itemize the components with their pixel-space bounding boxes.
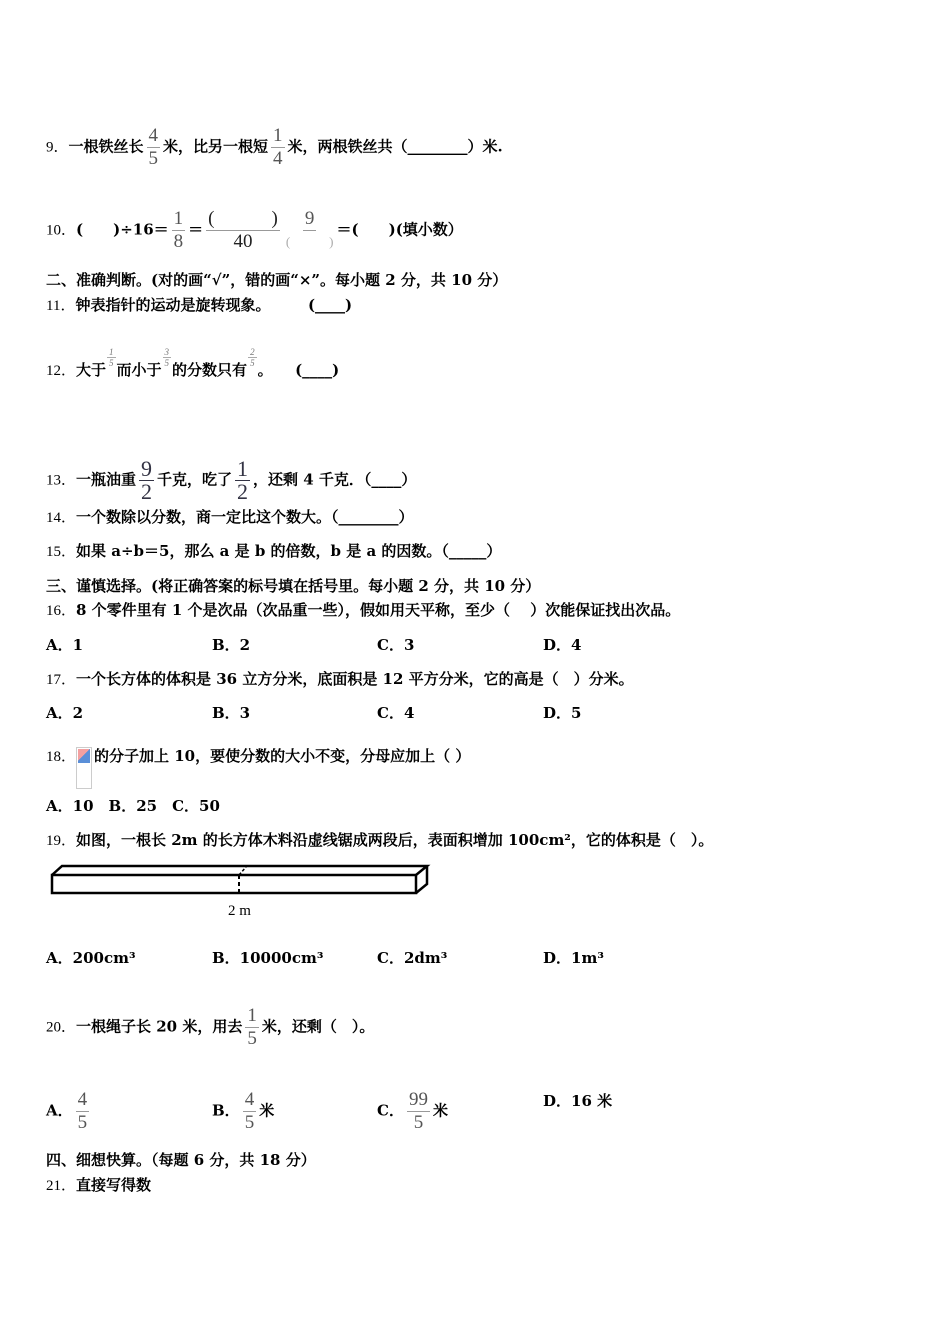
question-16: 16．8 个零件里有 1 个是次品（次品重一些），假如用天平称，至少（ ）次能保证找出次品。 [46, 601, 681, 619]
question-17: 17．一个长方体的体积是 36 立方分米，底面积是 12 平方分米，它的高是（ ）分米。 [46, 670, 634, 688]
option-d: D．1m³ [543, 949, 604, 967]
option-d: D．4 [543, 636, 582, 654]
fraction: $\frac{1}{2}$ [237, 456, 249, 504]
option-c: C． $\frac{99}{5}$ 米 [377, 1089, 448, 1133]
question-9: 9．一根铁丝长 $\frac{4}{5}$ 米，比另一根短 $\frac{1}{4}$ 米，两根铁丝共（________）米. [46, 125, 503, 169]
option-d: D．16 米 [543, 1092, 613, 1110]
fraction: $\frac{2}{5}$ [250, 346, 255, 368]
question-13: 13．一瓶油重 $\frac{9}{2}$ 千克，吃了 $\frac{1}{2}$ ，还剩 4 千克．（____） [46, 456, 417, 504]
figure-label: 2 m [228, 903, 251, 919]
question-18: 18． 的分子加上 10，要使分数的大小不变，分母应加上（ ） [46, 744, 470, 768]
wood-beam-figure [48, 862, 432, 898]
options-row: A．10 B．25 C．50 [46, 797, 220, 815]
broken-image-icon [76, 747, 92, 789]
option-a: A．200cm³ [46, 949, 136, 967]
question-20: 20．一根绳子长 20 米，用去 $\frac{1}{5}$ 米，还剩（ ）。 [46, 1005, 375, 1049]
fraction: $\frac{9}{2}$ [141, 456, 153, 504]
fraction: $\frac{99}{5}$ [408, 1089, 428, 1133]
option-a: A．2 [46, 704, 84, 722]
option-d: D．5 [543, 704, 582, 722]
option-b: B．10000cm³ [212, 949, 324, 967]
section-4-heading: 四、细想快算。（每题 6 分，共 18 分） [46, 1151, 316, 1169]
question-10: 10．( )÷16＝ $\frac{1}{8}$ ＝ ( ) 40 9 ( ) ＝( )(填小数） [46, 208, 463, 252]
option-a: A． $\frac{4}{5}$ [46, 1089, 88, 1133]
question-12: 12．大于 $\frac{1}{5}$ 而小于 $\frac{3}{5}$ 的分数只有 $\frac{2}{5}$ 。 (____) [46, 346, 340, 379]
fraction: $\frac{4}{5}$ [244, 1089, 255, 1133]
option-c: C．3 [377, 636, 415, 654]
option-c: C．4 [377, 704, 415, 722]
option-b: B．3 [212, 704, 251, 722]
option-c: C．2dm³ [377, 949, 448, 967]
fraction: ( ) 40 [208, 208, 278, 252]
fraction: $\frac{1}{5}$ [109, 346, 114, 368]
question-14: 14．一个数除以分数，商一定比这个数大。（________） [46, 508, 414, 526]
section-3-heading: 三、谨慎选择。(将正确答案的标号填在括号里。每小题 2 分，共 10 分） [46, 577, 541, 595]
fraction: 9 ( ) [285, 208, 334, 249]
fraction: $\frac{1}{5}$ [247, 1005, 257, 1049]
fraction: $\frac{1}{8}$ [173, 208, 184, 252]
fraction: $\frac{3}{5}$ [164, 346, 170, 368]
fraction: $\frac{1}{4}$ [273, 125, 283, 169]
option-b: B． $\frac{4}{5}$ 米 [212, 1089, 275, 1133]
fraction: $\frac{4}{5}$ [148, 125, 159, 169]
option-a: A．1 [46, 636, 84, 654]
option-b: B．2 [212, 636, 251, 654]
question-15: 15．如果 a÷b＝5，那么 a 是 b 的倍数，b 是 a 的因数。（_____） [46, 542, 502, 560]
fraction: $\frac{4}{5}$ [77, 1089, 88, 1133]
question-21: 21．直接写得数 [46, 1176, 152, 1194]
section-2-heading: 二、准确判断。(对的画“√”，错的画“×”。每小题 2 分，共 10 分） [46, 271, 508, 289]
question-11: 11．钟表指针的运动是旋转现象。 (____) [46, 296, 353, 314]
question-19: 19．如图，一根长 2m 的长方体木料沿虚线锯成两段后，表面积增加 100cm²，它的体积是（ ）。 [46, 831, 714, 849]
